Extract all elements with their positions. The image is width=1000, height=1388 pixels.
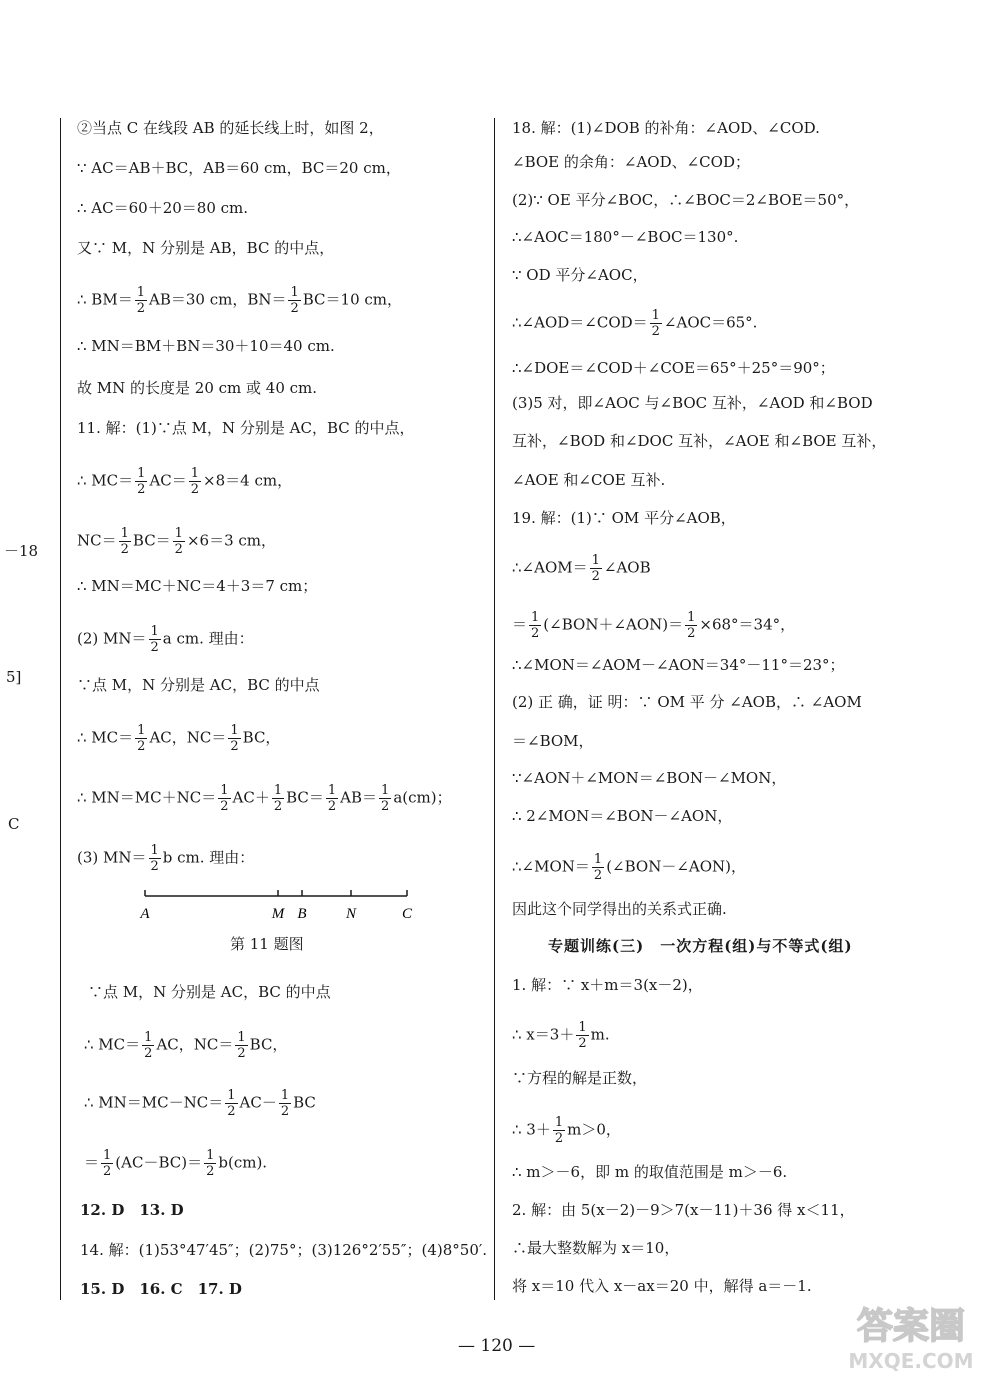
equation-line: (2) MN＝ $\frac{1}{2}$ a cm. 理由： <box>77 624 254 655</box>
margin-note: 5] <box>6 668 22 686</box>
watermark-url: MXQE.COM <box>848 1349 974 1373</box>
text-line: ＝∠BOM， <box>512 732 594 750</box>
fraction: $\frac{1}{2}$ <box>578 1020 587 1051</box>
text-line: ∴ m＞－6，即 m 的取值范围是 m＞－6. <box>512 1163 788 1181</box>
fraction: $\frac{1}{2}$ <box>230 723 239 754</box>
fraction: $\frac{1}{2}$ <box>190 466 200 497</box>
figure-caption: 第 11 题图 <box>230 935 304 953</box>
text-line: 15. D 16. C 17. D <box>80 1280 242 1298</box>
text-line: ∴ 2∠MON＝∠BON－∠AON， <box>512 807 733 825</box>
text-line: 12. D 13. D <box>80 1201 184 1219</box>
fraction: $\frac{1}{2}$ <box>120 526 129 557</box>
text-line: ∵点 M，N 分别是 AC，BC 的中点 <box>77 676 320 694</box>
equation-line: ∴ MC＝ $\frac{1}{2}$ AC，NC＝ $\frac{1}{2}$ BC， <box>77 723 281 754</box>
text-line: (3)5 对，即∠AOC 与∠BOC 互补，∠AOD 和∠BOD <box>512 394 873 412</box>
text-line: (2)∵ OE 平分∠BOC，∴∠BOC＝2∠BOE＝50°， <box>512 191 860 209</box>
fraction: $\frac{1}{2}$ <box>381 783 390 814</box>
equation-line: ∴∠MON＝ $\frac{1}{2}$ (∠BON－∠AON)， <box>512 852 747 883</box>
fraction: $\frac{1}{2}$ <box>103 1148 112 1179</box>
text-line: ∵ AC＝AB＋BC，AB＝60 cm，BC＝20 cm， <box>77 159 401 177</box>
text-line: 又∵ M，N 分别是 AB，BC 的中点， <box>77 239 335 257</box>
label-n: N <box>345 906 357 922</box>
equation-line: ∴ MC＝ $\frac{1}{2}$ AC，NC＝ $\frac{1}{2}$ BC， <box>84 1030 288 1061</box>
equation-line: ∴ x＝3＋ $\frac{1}{2}$ m. <box>512 1020 610 1051</box>
text-line: 19. 解：(1)∵ OM 平分∠AOB， <box>512 509 736 527</box>
text-line: ∵ OD 平分∠AOC， <box>512 266 648 284</box>
fraction: $\frac{1}{2}$ <box>290 285 299 316</box>
margin-note: C <box>8 815 20 833</box>
fraction: $\frac{1}{2}$ <box>144 1030 153 1061</box>
text-line: 14. 解：(1)53°47′45″；(2)75°；(3)126°2′55″；(4)8°50′. <box>80 1241 488 1259</box>
text-line: 2. 解：由 5(x－2)－9＞7(x－11)＋36 得 x＜11， <box>512 1201 855 1219</box>
text-line: ∴最大整数解为 x＝10， <box>512 1239 680 1257</box>
watermark-logo <box>836 1296 986 1376</box>
fraction: $\frac{1}{2}$ <box>137 723 146 754</box>
equation-line: NC＝ $\frac{1}{2}$ BC＝ $\frac{1}{2}$ ×6＝3 cm， <box>77 526 277 557</box>
equation-line: ∴∠AOM＝ $\frac{1}{2}$ ∠AOB <box>512 553 651 584</box>
label-a: A <box>140 906 150 922</box>
label-m: M <box>271 906 285 922</box>
text-line: ∠AOE 和∠COE 互补. <box>512 471 666 489</box>
label-c: C <box>401 906 413 922</box>
equation-line: ∴ MC＝ $\frac{1}{2}$ AC＝ $\frac{1}{2}$ ×8＝4 cm， <box>77 466 293 497</box>
fraction: $\frac{1}{2}$ <box>227 1088 236 1119</box>
equation-line: ＝ $\frac{1}{2}$ (∠BON＋∠AON)＝ $\frac{1}{2}$ ×68°＝34°， <box>512 610 796 641</box>
fraction: $\frac{1}{2}$ <box>174 526 183 557</box>
text-line: 18. 解：(1)∠DOB 的补角：∠AOD、∠COD. <box>512 119 820 137</box>
text-line: 11. 解：(1)∵点 M，N 分别是 AC，BC 的中点， <box>77 419 415 437</box>
fraction: $\frac{1}{2}$ <box>273 783 283 814</box>
text-line: ∴∠DOE＝∠COD＋∠COE＝65°＋25°＝90°； <box>512 359 835 377</box>
fraction: $\frac{1}{2}$ <box>554 1115 564 1146</box>
text-line: ∴ AC＝60＋20＝80 cm. <box>77 199 249 217</box>
fraction: $\frac{1}{2}$ <box>237 1030 246 1061</box>
margin-note: －18 <box>4 542 39 560</box>
fraction: $\frac{1}{2}$ <box>280 1088 290 1119</box>
text-line: 因此这个同学得出的关系式正确. <box>512 900 727 918</box>
equation-line: ∴∠AOD＝∠COD＝ $\frac{1}{2}$ ∠AOC＝65°. <box>512 308 758 339</box>
equation-line: ∴ MN＝MC＋NC＝ $\frac{1}{2}$ AC＋ $\frac{1}{2}$ BC＝ $\frac{1}{2}$ AB＝ $\frac{1}{2}$ a(cm)； <box>77 783 452 814</box>
fraction: $\frac{1}{2}$ <box>687 610 696 641</box>
fraction: $\frac{1}{2}$ <box>150 624 159 655</box>
fraction: $\frac{1}{2}$ <box>150 843 159 874</box>
page-number: — 120 — <box>458 1336 536 1356</box>
fraction: $\frac{1}{2}$ <box>531 610 540 641</box>
text-line: (2) 正 确，证 明：∵ OM 平 分 ∠AOB，∴ ∠AOM <box>512 693 862 711</box>
text-line: ②当点 C 在线段 AB 的延长线上时，如图 2， <box>77 119 384 137</box>
text-line: 将 x＝10 代入 x－ax＝20 中，解得 a＝－1. <box>512 1277 812 1295</box>
text-line: 互补，∠BOD 和∠DOC 互补，∠AOE 和∠BOE 互补， <box>512 432 887 450</box>
equation-line: (3) MN＝ $\frac{1}{2}$ b cm. 理由： <box>77 843 255 874</box>
text-line: ∠BOE 的余角：∠AOD、∠COD； <box>512 153 750 171</box>
fraction: $\frac{1}{2}$ <box>137 466 146 497</box>
left-column-rule <box>60 118 61 1300</box>
fraction: $\frac{1}{2}$ <box>327 783 337 814</box>
equation-line: ∴ MN＝MC－NC＝ $\frac{1}{2}$ AC－ $\frac{1}{2}$ BC <box>84 1088 316 1119</box>
text-line: ∵∠AON＋∠MON＝∠BON－∠MON， <box>512 769 787 787</box>
text-line: 1. 解：∵ x＋m＝3(x－2)， <box>512 976 703 994</box>
fraction: $\frac{1}{2}$ <box>136 285 145 316</box>
fraction: $\frac{1}{2}$ <box>206 1148 215 1179</box>
text-line: 故 MN 的长度是 20 cm 或 40 cm. <box>77 379 318 397</box>
fraction: $\frac{1}{2}$ <box>591 553 600 584</box>
figure-11-line-segment <box>135 886 425 926</box>
fraction: $\frac{1}{2}$ <box>651 308 660 339</box>
watermark-text: 答案圈 <box>856 1306 966 1347</box>
fraction: $\frac{1}{2}$ <box>220 783 229 814</box>
text-line: ∴∠MON＝∠AOM－∠AON＝34°－11°＝23°； <box>512 656 845 674</box>
center-column-rule <box>494 118 495 1300</box>
text-line: ∵点 M，N 分别是 AC，BC 的中点 <box>88 983 331 1001</box>
fraction: $\frac{1}{2}$ <box>593 852 603 883</box>
equation-line: ∴ 3＋ $\frac{1}{2}$ m＞0， <box>512 1115 621 1146</box>
text-line: ∴ MN＝BM＋BN＝30＋10＝40 cm. <box>77 337 335 355</box>
text-line: ∴∠AOC＝180°－∠BOC＝130°. <box>512 228 739 246</box>
label-b: B <box>297 906 307 922</box>
equation-line: ∴ BM＝ $\frac{1}{2}$ AB＝30 cm，BN＝ $\frac{1}{2}$ BC＝10 cm， <box>77 285 403 316</box>
equation-line: ＝ $\frac{1}{2}$ (AC－BC)＝ $\frac{1}{2}$ b(cm). <box>84 1148 268 1179</box>
text-line: ∵方程的解是正数， <box>512 1069 648 1087</box>
text-line: ∴ MN＝MC＋NC＝4＋3＝7 cm； <box>77 577 318 595</box>
section-title: 专题训练(三) 一次方程(组)与不等式(组) <box>548 937 853 955</box>
